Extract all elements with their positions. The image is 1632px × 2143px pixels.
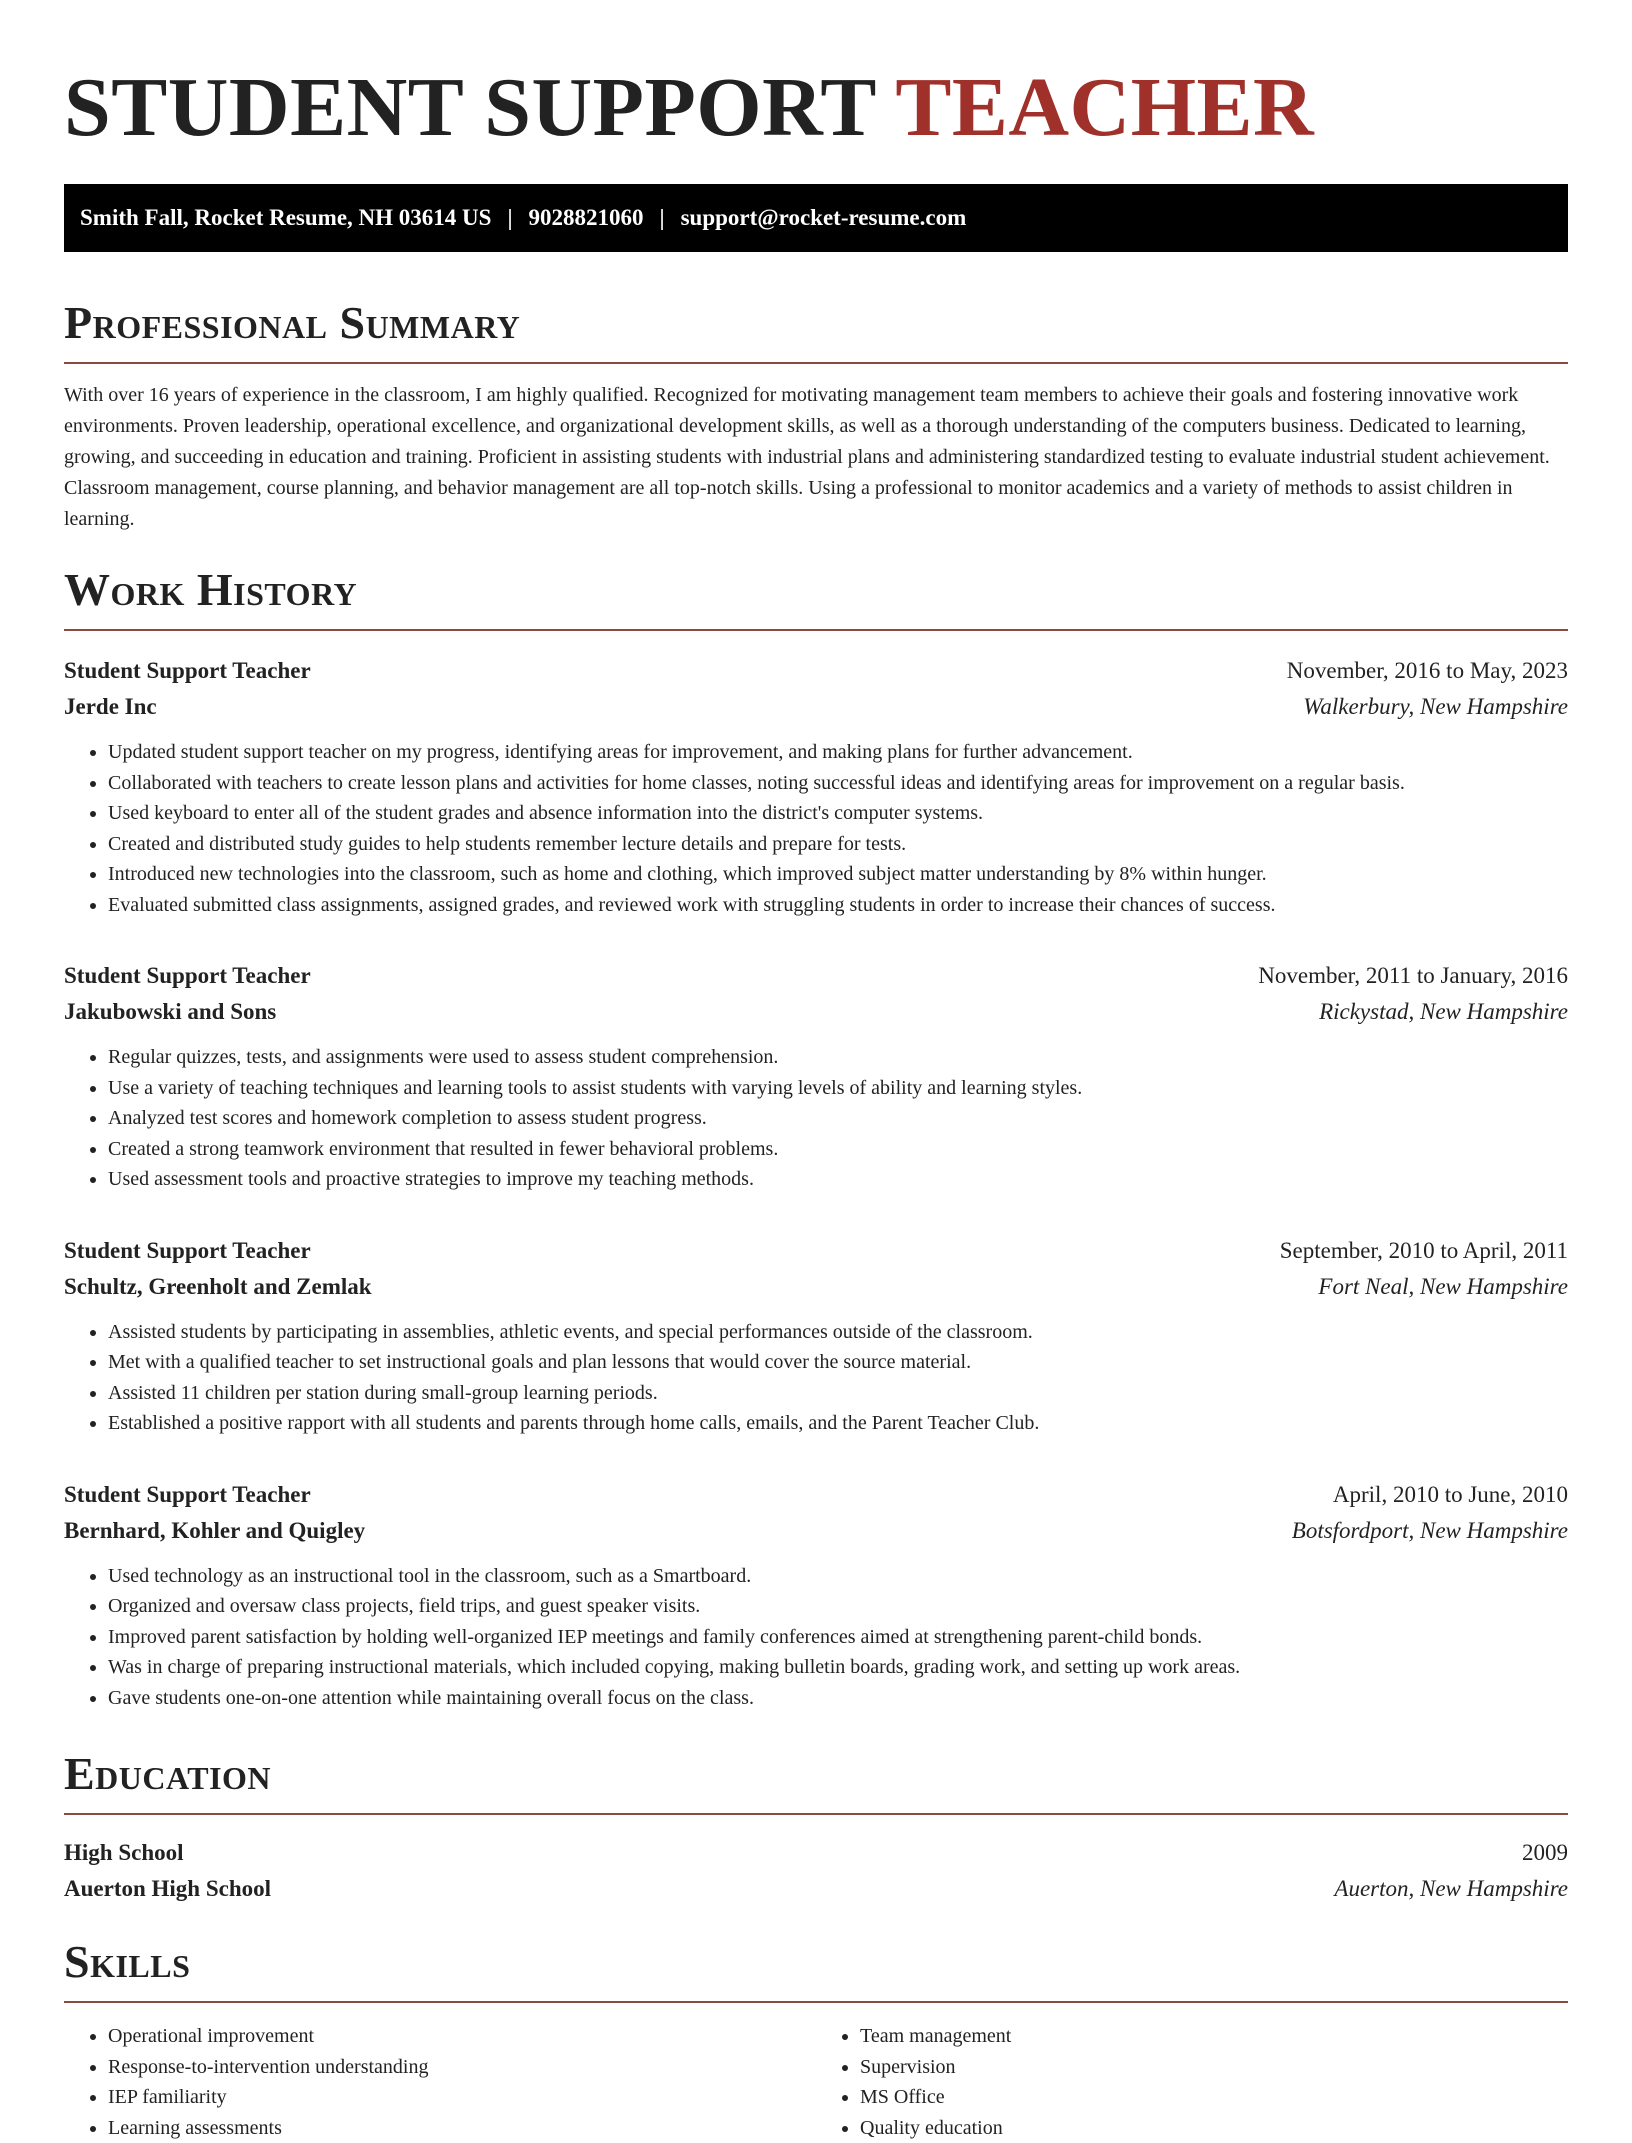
job-duty: • Was in charge of preparing instructional materials, which included copying, making bulletin boards, grading work, and setting up work areas. bbox=[108, 1652, 1568, 1683]
job-role: Student Support Teacher bbox=[64, 1233, 311, 1269]
contact-address: Smith Fall, Rocket Resume, NH 03614 US bbox=[80, 205, 491, 231]
job-duty: • Used keyboard to enter all of the student grades and absence information into the district's computer systems. bbox=[108, 798, 1568, 829]
job-duty: • Use a variety of teaching techniques and learning tools to assist students with varying levels of ability and learning styles. bbox=[108, 1073, 1568, 1104]
job-duty: • Established a positive rapport with all students and parents through home calls, emails, and the Parent Teacher Club. bbox=[108, 1408, 1568, 1439]
job-company-row bbox=[64, 994, 1568, 1030]
job-duties-list bbox=[64, 1317, 1568, 1439]
contact-separator: | bbox=[491, 205, 528, 231]
resume-name bbox=[64, 66, 1568, 150]
job-duty: • Assisted 11 children per station during small-group learning periods. bbox=[108, 1378, 1568, 1409]
skill-item: • IEP familiarity bbox=[108, 2082, 816, 2113]
job-location: Walkerbury, New Hampshire bbox=[1303, 689, 1568, 725]
section-title-education: Education bbox=[64, 1751, 1568, 1797]
job-duty: • Updated student support teacher on my progress, identifying areas for improvement, and making plans for further advancement. bbox=[108, 737, 1568, 768]
summary-text: With over 16 years of experience in the classroom, I am highly qualified. Recognized for motivating management team members to achieve their goals and fostering innovative work environments. Proven leadership, operational excellence, and organizational development skills, as well as a thorough understanding of the computers business. Dedicated to learning, growing, and succeeding in education and training. Proficient in assisting students with industrial plans and administering standardized testing to evaluate industrial student achievement. Classroom management, course planning, and behavior management are all top-notch skills. Using a professional to monitor academics and a variety of methods to assist children in learning. bbox=[64, 380, 1568, 535]
education-school: Auerton High School bbox=[64, 1871, 271, 1907]
job-company: Schultz, Greenholt and Zemlak bbox=[64, 1269, 372, 1305]
section-divider bbox=[64, 629, 1568, 631]
education-section bbox=[64, 1751, 1568, 1907]
job-dates: April, 2010 to June, 2010 bbox=[1333, 1477, 1568, 1513]
education-degree: High School bbox=[64, 1835, 184, 1871]
job-duty: • Created a strong teamwork environment that resulted in fewer behavioral problems. bbox=[108, 1134, 1568, 1165]
job-header-row bbox=[64, 958, 1568, 994]
education-location: Auerton, New Hampshire bbox=[1334, 1871, 1568, 1907]
skill-item: • Learning assessments bbox=[108, 2113, 816, 2143]
section-divider bbox=[64, 362, 1568, 364]
job-duty: • Used technology as an instructional tool in the classroom, such as a Smartboard. bbox=[108, 1561, 1568, 1592]
work-history-section bbox=[64, 567, 1568, 1713]
section-divider bbox=[64, 2001, 1568, 2003]
job-duty: • Met with a qualified teacher to set instructional goals and plan lessons that would cover the source material. bbox=[108, 1347, 1568, 1378]
job-duty: • Collaborated with teachers to create lesson plans and activities for home classes, noting successful ideas and identifying areas for improvement on a regular basis. bbox=[108, 768, 1568, 799]
job-duty: • Introduced new technologies into the classroom, such as home and clothing, which improved subject matter understanding by 8% within hunger. bbox=[108, 859, 1568, 890]
job-company: Bernhard, Kohler and Quigley bbox=[64, 1513, 365, 1549]
contact-separator: | bbox=[644, 205, 681, 231]
contact-email[interactable]: support@rocket-resume.com bbox=[681, 205, 967, 231]
job-role: Student Support Teacher bbox=[64, 1477, 311, 1513]
job-role: Student Support Teacher bbox=[64, 958, 311, 994]
job-role: Student Support Teacher bbox=[64, 653, 311, 689]
name-first: STUDENT SUPPORT bbox=[64, 61, 875, 154]
job-dates: November, 2016 to May, 2023 bbox=[1287, 653, 1568, 689]
job-duty: • Created and distributed study guides to help students remember lecture details and prepare for tests. bbox=[108, 829, 1568, 860]
job-duties-list bbox=[64, 1042, 1568, 1195]
job-duty: • Assisted students by participating in assemblies, athletic events, and special performances outside of the classroom. bbox=[108, 1317, 1568, 1348]
job-company-row bbox=[64, 1269, 1568, 1305]
job-duties-list bbox=[64, 1561, 1568, 1714]
job-entry bbox=[64, 958, 1568, 1195]
job-company-row bbox=[64, 1513, 1568, 1549]
skill-item: • MS Office bbox=[860, 2082, 1568, 2113]
job-location: Fort Neal, New Hampshire bbox=[1318, 1269, 1568, 1305]
skills-list-left bbox=[64, 2021, 816, 2143]
education-entry bbox=[64, 1835, 1568, 1907]
section-title-work-history: Work History bbox=[64, 567, 1568, 613]
contact-phone[interactable]: 9028821060 bbox=[529, 205, 644, 231]
job-duties-list bbox=[64, 737, 1568, 920]
job-entry bbox=[64, 653, 1568, 920]
job-duty: • Analyzed test scores and homework completion to assess student progress. bbox=[108, 1103, 1568, 1134]
job-duty: • Evaluated submitted class assignments, assigned grades, and reviewed work with struggling students in order to increase their chances of success. bbox=[108, 890, 1568, 921]
job-header-row bbox=[64, 1477, 1568, 1513]
name-last: TEACHER bbox=[895, 61, 1314, 154]
job-header-row bbox=[64, 1233, 1568, 1269]
section-title-summary: Professional Summary bbox=[64, 300, 1568, 346]
job-location: Botsfordport, New Hampshire bbox=[1292, 1513, 1568, 1549]
skills-section bbox=[64, 1939, 1568, 2143]
job-duty: • Gave students one-on-one attention while maintaining overall focus on the class. bbox=[108, 1683, 1568, 1714]
job-company-row bbox=[64, 689, 1568, 725]
skills-list-right bbox=[816, 2021, 1568, 2143]
job-header-row bbox=[64, 653, 1568, 689]
summary-section bbox=[64, 300, 1568, 535]
skill-item: • Quality education bbox=[860, 2113, 1568, 2143]
education-year: 2009 bbox=[1522, 1835, 1568, 1871]
contact-bar bbox=[64, 184, 1568, 252]
job-dates: November, 2011 to January, 2016 bbox=[1258, 958, 1568, 994]
skills-columns bbox=[64, 2021, 1568, 2143]
skill-item: • Supervision bbox=[860, 2052, 1568, 2083]
job-entry bbox=[64, 1477, 1568, 1714]
job-duty: • Organized and oversaw class projects, field trips, and guest speaker visits. bbox=[108, 1591, 1568, 1622]
job-company: Jerde Inc bbox=[64, 689, 157, 725]
skill-item: • Operational improvement bbox=[108, 2021, 816, 2052]
job-location: Rickystad, New Hampshire bbox=[1319, 994, 1568, 1030]
skill-item: • Response-to-intervention understanding bbox=[108, 2052, 816, 2083]
job-entry bbox=[64, 1233, 1568, 1439]
job-duty: • Used assessment tools and proactive strategies to improve my teaching methods. bbox=[108, 1164, 1568, 1195]
job-duty: • Improved parent satisfaction by holding well-organized IEP meetings and family conferences aimed at strengthening parent-child bonds. bbox=[108, 1622, 1568, 1653]
job-duty: • Regular quizzes, tests, and assignments were used to assess student comprehension. bbox=[108, 1042, 1568, 1073]
section-title-skills: Skills bbox=[64, 1939, 1568, 1985]
education-degree-row bbox=[64, 1835, 1568, 1871]
section-divider bbox=[64, 1813, 1568, 1815]
education-school-row bbox=[64, 1871, 1568, 1907]
job-company: Jakubowski and Sons bbox=[64, 994, 276, 1030]
skill-item: • Team management bbox=[860, 2021, 1568, 2052]
job-dates: September, 2010 to April, 2011 bbox=[1280, 1233, 1568, 1269]
